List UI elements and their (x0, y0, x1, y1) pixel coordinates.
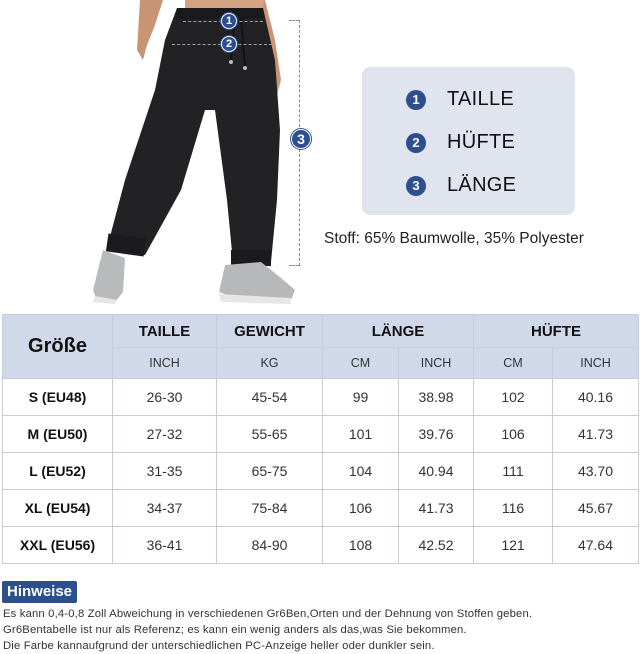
note-line: Gr6Bentabelle ist nur als Referenz; es kann ein wenig anders als das,was Sie bekommen. (3, 624, 467, 636)
taille-inch-cell: 26-30 (113, 379, 217, 416)
huefte-cm-cell: 106 (474, 416, 553, 453)
huefte-inch-cell: 40.16 (553, 379, 639, 416)
length-top-tick (289, 20, 299, 21)
huefte-inch-cell: 45.67 (553, 490, 639, 527)
gewicht-kg-cell: 45-54 (217, 379, 323, 416)
size-cell: S (EU48) (3, 379, 113, 416)
table-row (3, 416, 639, 453)
huefte-cm-cell: 111 (474, 453, 553, 490)
measurement-legend (362, 67, 575, 215)
taille-inch-cell: 27-32 (113, 416, 217, 453)
legend-item-huefte (406, 131, 515, 154)
laenge-inch-cell: 38.98 (399, 379, 474, 416)
marker-1-icon: 1 (221, 13, 237, 29)
unit-taille-inch: INCH (113, 348, 217, 379)
size-chart-table (2, 314, 639, 564)
pants-image (85, 0, 305, 305)
fabric-composition: Stoff: 65% Baumwolle, 35% Polyester (324, 230, 584, 247)
note-line: Die Farbe kannaufgrund der unterschiedlichen PC-Anzeige heller oder dunkler sein. (3, 640, 435, 652)
header-size: Größe (3, 315, 113, 379)
unit-huefte-inch: INCH (553, 348, 639, 379)
header-laenge: LÄNGE (323, 315, 474, 348)
header-taille: TAILLE (113, 315, 217, 348)
unit-laenge-inch: INCH (399, 348, 474, 379)
length-bottom-tick (289, 265, 299, 266)
header-huefte: HÜFTE (474, 315, 639, 348)
huefte-cm-cell: 121 (474, 527, 553, 564)
gewicht-kg-cell: 75-84 (217, 490, 323, 527)
gewicht-kg-cell: 65-75 (217, 453, 323, 490)
table-row (3, 379, 639, 416)
unit-laenge-cm: CM (323, 348, 399, 379)
size-cell: L (EU52) (3, 453, 113, 490)
header-gewicht: GEWICHT (217, 315, 323, 348)
number-1-icon: 1 (406, 90, 426, 110)
huefte-inch-cell: 41.73 (553, 416, 639, 453)
taille-inch-cell: 34-37 (113, 490, 217, 527)
table-row (3, 490, 639, 527)
gewicht-kg-cell: 84-90 (217, 527, 323, 564)
legend-label: LÄNGE (447, 174, 517, 196)
marker-3-icon: 3 (291, 129, 311, 149)
laenge-inch-cell: 41.73 (399, 490, 474, 527)
huefte-inch-cell: 43.70 (553, 453, 639, 490)
notes-text (3, 606, 532, 654)
number-3-icon: 3 (406, 176, 426, 196)
product-illustration (0, 0, 640, 310)
legend-item-laenge (406, 174, 516, 197)
laenge-inch-cell: 42.52 (399, 527, 474, 564)
gewicht-kg-cell: 55-65 (217, 416, 323, 453)
laenge-cm-cell: 108 (323, 527, 399, 564)
legend-item-taille (406, 88, 514, 111)
size-cell: XL (EU54) (3, 490, 113, 527)
legend-label: HÜFTE (447, 131, 516, 153)
laenge-inch-cell: 39.76 (399, 416, 474, 453)
huefte-inch-cell: 47.64 (553, 527, 639, 564)
taille-inch-cell: 36-41 (113, 527, 217, 564)
table-row (3, 453, 639, 490)
size-cell: M (EU50) (3, 416, 113, 453)
number-2-icon: 2 (406, 133, 426, 153)
laenge-cm-cell: 101 (323, 416, 399, 453)
huefte-cm-cell: 116 (474, 490, 553, 527)
laenge-cm-cell: 104 (323, 453, 399, 490)
laenge-inch-cell: 40.94 (399, 453, 474, 490)
note-line: Es kann 0,4-0,8 Zoll Abweichung in verschiedenen Gr6Ben,Orten und der Dehnung von Stoffen geben. (3, 608, 533, 620)
notes-title: Hinweise (2, 581, 77, 603)
laenge-cm-cell: 99 (323, 379, 399, 416)
marker-2-icon: 2 (221, 36, 237, 52)
taille-inch-cell: 31-35 (113, 453, 217, 490)
laenge-cm-cell: 106 (323, 490, 399, 527)
legend-label: TAILLE (447, 88, 515, 110)
unit-gewicht-kg: KG (217, 348, 323, 379)
huefte-cm-cell: 102 (474, 379, 553, 416)
unit-huefte-cm: CM (474, 348, 553, 379)
size-cell: XXL (EU56) (3, 527, 113, 564)
table-row (3, 527, 639, 564)
